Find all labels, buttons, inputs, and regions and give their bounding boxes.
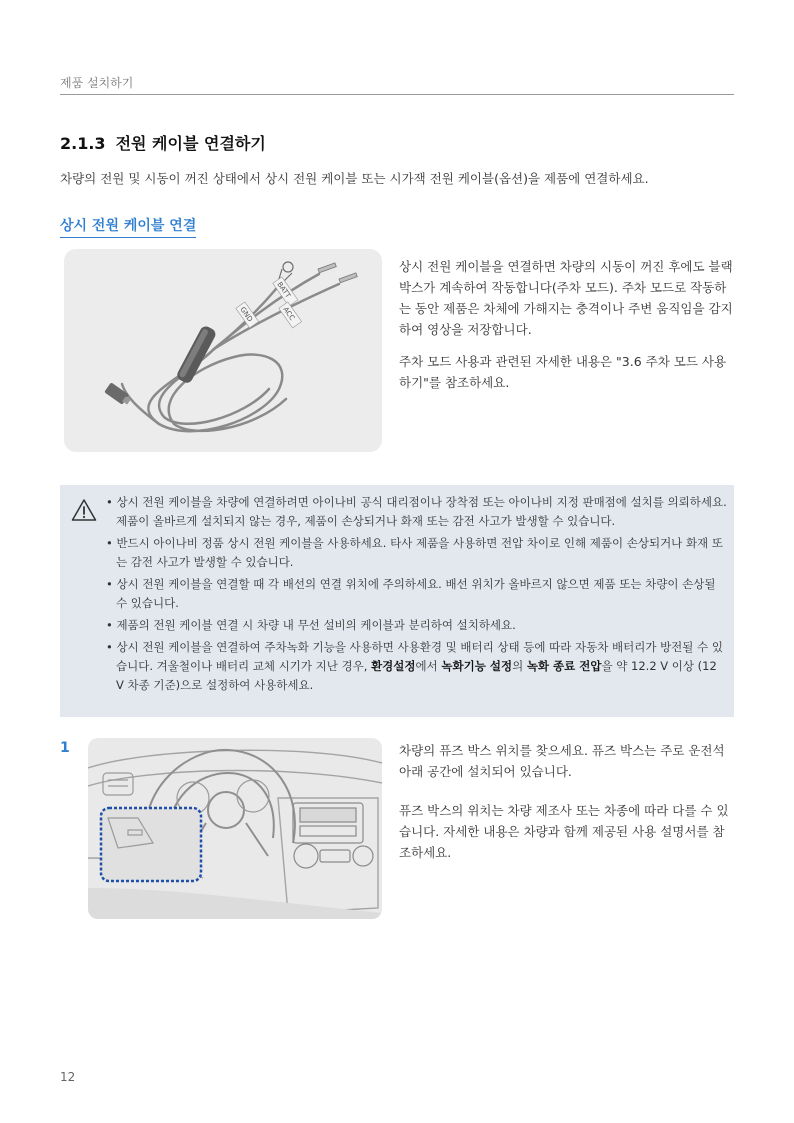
menu-settings: 환경설정 <box>371 659 416 673</box>
caution-item-voltage <box>106 638 728 695</box>
warning-icon <box>71 498 97 522</box>
header-divider <box>60 94 734 95</box>
caution-text: 의 <box>512 659 527 673</box>
page-header-label: 제품 설치하기 <box>60 76 134 90</box>
section-intro: 차량의 전원 및 시동이 꺼진 상태에서 상시 전원 케이블 또는 시가잭 전원 케이블(옵션)을 제품에 연결하세요. <box>60 171 649 186</box>
section-title <box>60 131 266 154</box>
parking-mode-reference: 주차 모드 사용과 관련된 자세한 내용은 "3.6 주차 모드 사용하기"를 참조하세요. <box>399 354 727 390</box>
fuse-box-note: 퓨즈 박스의 위치는 차량 제조사 또는 차종에 따라 다를 수 있습니다. 자세한 내용은 차량과 함께 제공된 사용 설명서를 참조하세요. <box>399 803 729 860</box>
page-number: 12 <box>60 1070 76 1084</box>
power-cable-illustration <box>64 249 382 452</box>
menu-recording-settings: 녹화기능 설정 <box>441 659 513 673</box>
car-interior-illustration <box>88 738 382 919</box>
menu-recording-end-voltage: 녹화 종료 전압 <box>526 659 602 673</box>
parking-mode-description: 상시 전원 케이블을 연결하면 차량의 시동이 꺼진 후에도 블랙박스가 계속하여 작동합니다(주차 모드). 주차 모드로 작동하는 동안 제품은 차체에 가해지는 충격이나 주변 움직임을 감지하여 영상을 저장합니다. <box>399 259 733 337</box>
caution-text: 에서 <box>415 659 442 673</box>
caution-box <box>60 485 734 717</box>
caution-list <box>106 493 728 698</box>
label-gnd: GND <box>238 305 255 324</box>
power-cable-figure <box>64 249 382 452</box>
step-number: 1 <box>60 740 70 756</box>
label-batt: BATT <box>275 280 292 300</box>
caution-item: • 상시 전원 케이블을 연결할 때 각 배선의 연결 위치에 주의하세요. 배선 위치가 올바르지 않으면 제품 또는 차량이 손상될 수 있습니다. <box>106 575 728 613</box>
caution-text: 상시 전원 케이블을 연결하여 주차녹화 기능을 사용하면 사용환경 및 배터리 상태 등에 따라 자동차 배터리가 방전될 수 있습니다. 겨울철이나 배터리 교체 시기가 지난 경우, <box>116 640 723 673</box>
caution-item: • 제품의 전원 케이블 연결 시 차량 내 무선 설비의 케이블과 분리하여 설치하세요. <box>106 616 728 635</box>
caution-item: • 반드시 아이나비 정품 상시 전원 케이블을 사용하세요. 타사 제품을 사용하면 전압 차이로 인해 제품이 손상되거나 화재 또는 감전 사고가 발생할 수 있습니다. <box>106 534 728 572</box>
subsection-title: 상시 전원 케이블 연결 <box>60 215 196 238</box>
fuse-box-location: 차량의 퓨즈 박스 위치를 찾으세요. 퓨즈 박스는 주로 운전석 아래 공간에 설치되어 있습니다. <box>399 743 725 779</box>
fuse-box-figure <box>88 738 382 919</box>
fuse-box-highlight <box>101 808 201 881</box>
caution-item: • 상시 전원 케이블을 차량에 연결하려면 아이나비 공식 대리점이나 장착점 또는 아이나비 지정 판매점에 설치를 의뢰하세요. 제품이 올바르게 설치되지 않는 경우, 제품이 손상되거나 화재 또는 감전 사고가 발생할 수 있습니다. <box>106 493 728 531</box>
section-number: 2.1.3 <box>60 134 106 153</box>
section-title-text: 전원 케이블 연결하기 <box>115 134 266 153</box>
caution-text: 을 약 12.2 V 이상 (12 V 차종 기준)으로 설정하여 사용하세요. <box>116 659 717 692</box>
label-acc: ACC <box>281 305 297 322</box>
